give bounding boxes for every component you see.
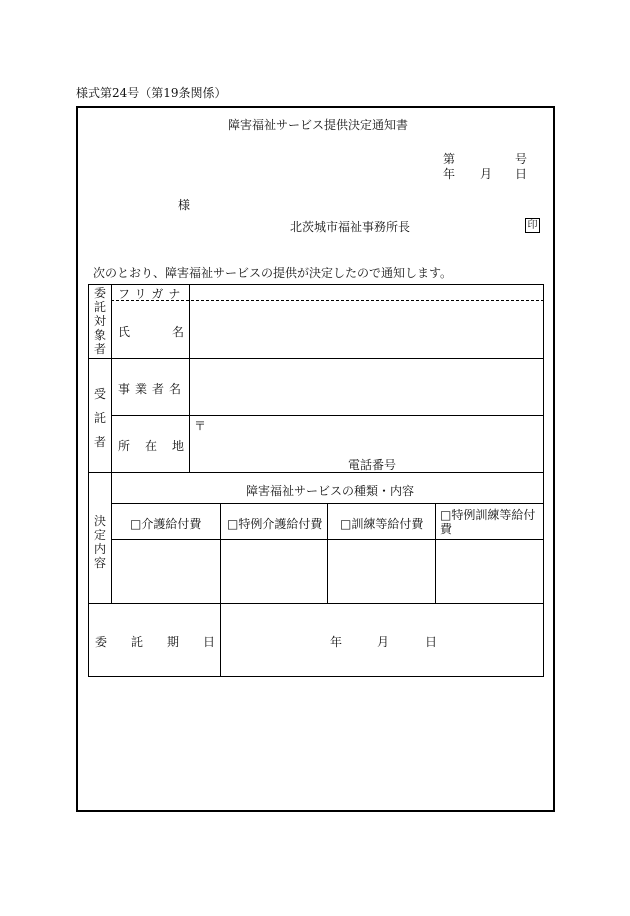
name-label-1: 氏 [118, 325, 131, 339]
issuer-name: 北茨城市福祉事務所長 [290, 220, 411, 234]
business-name-label: 事業者名 [118, 382, 187, 396]
decision-header: 障害福祉サービスの種類・内容 [246, 484, 415, 498]
period-label-3: 期 [167, 635, 180, 649]
period-year: 年 [330, 635, 343, 649]
contractor-inner-line [111, 415, 544, 416]
intro-text: 次のとおり、障害福祉サービスの提供が決定したので通知します。 [93, 266, 453, 280]
decision-section-label: 決定内容 [93, 514, 106, 570]
row-sep-contractor [88, 472, 544, 473]
doc-number-dai: 第 [443, 152, 456, 166]
option-tokurei-kunren: □特例訓練等給付費 [440, 508, 536, 536]
table-border-bottom [88, 676, 544, 677]
name-label-2: 名 [172, 325, 185, 339]
decision-col-2 [327, 503, 328, 604]
furigana-label: フリガナ [118, 287, 186, 301]
date-month: 月 [480, 167, 493, 181]
date-year: 年 [443, 167, 456, 181]
period-label-4: 日 [203, 635, 216, 649]
postal-mark: 〒 [194, 419, 207, 433]
option-kaigo: □介護給付費 [130, 517, 202, 531]
period-label-1: 委 [95, 635, 108, 649]
option-tokurei-kaigo: □特例介護給付費 [227, 517, 323, 531]
table-border-right [543, 284, 544, 677]
addressee-suffix: 様 [178, 198, 191, 212]
address-label-3: 地 [172, 439, 185, 453]
label-col-divider [111, 284, 112, 604]
notice-form [76, 106, 555, 812]
form-number: 様式第24号（第19条関係） [76, 86, 227, 100]
period-month: 月 [377, 635, 390, 649]
target-section-label: 委託対象者 [93, 286, 106, 356]
doc-number-go: 号 [515, 152, 528, 166]
contractor-section-label: 受託者 [93, 387, 106, 449]
document-title: 障害福祉サービス提供決定通知書 [228, 118, 409, 132]
period-col-divider [220, 603, 221, 677]
address-label-1: 所 [118, 439, 131, 453]
seal-stamp: 印 [525, 218, 540, 233]
decision-col-3 [435, 503, 436, 604]
table-border-left [88, 284, 89, 677]
date-day: 日 [515, 167, 528, 181]
option-kunren: □訓練等給付費 [340, 517, 424, 531]
period-day: 日 [425, 635, 438, 649]
decision-col-1 [220, 503, 221, 604]
phone-label: 電話番号 [348, 458, 397, 472]
period-label-2: 託 [131, 635, 144, 649]
field-col-divider [189, 284, 190, 472]
row-sep-target [88, 358, 544, 359]
address-label-2: 在 [145, 439, 158, 453]
row-sep-decision [88, 603, 544, 604]
